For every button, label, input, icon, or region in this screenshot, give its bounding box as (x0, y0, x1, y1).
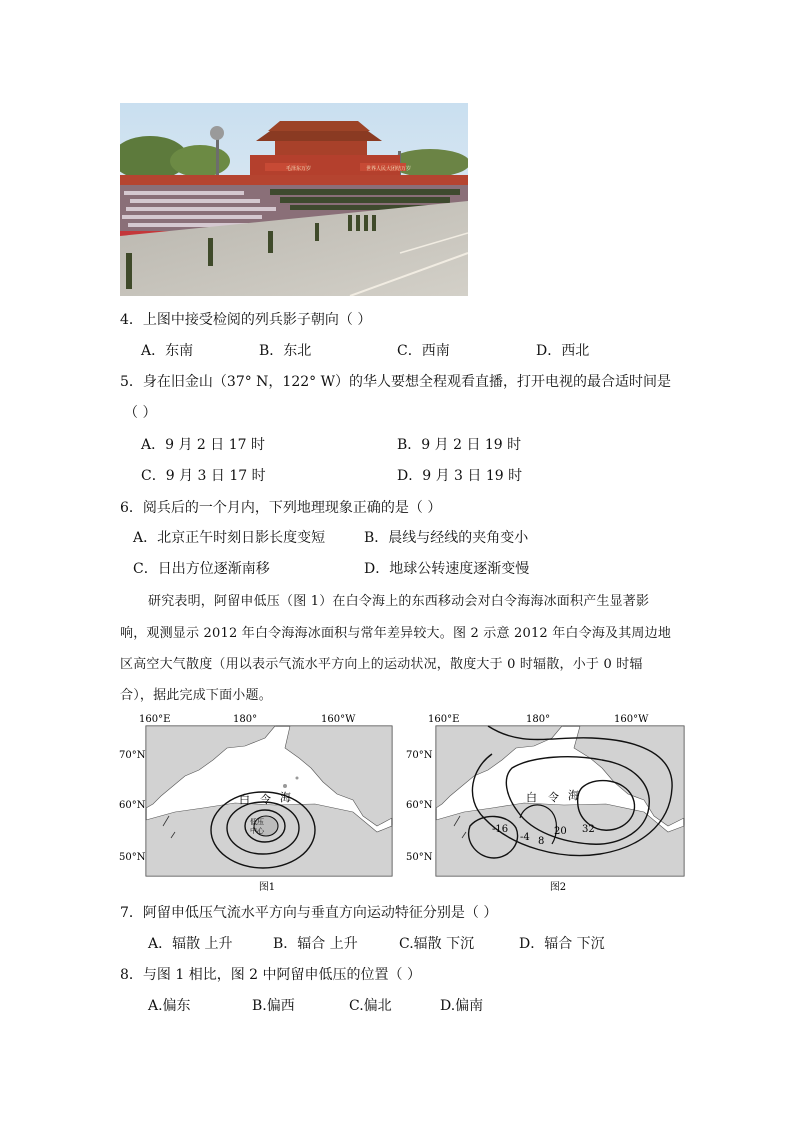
q6-option-b: B．晨线与经线的夹角变小 (364, 530, 529, 546)
map2-lon-180: 180° (526, 714, 551, 725)
q4-option-b: B．东北 (259, 343, 312, 359)
q5-option-b: B．9 月 2 日 19 时 (397, 437, 522, 453)
map1-lon-180: 180° (233, 714, 258, 725)
map1-lat-60n: 60°N (119, 800, 146, 811)
q6-stem: 6．阅兵后的一个月内，下列地理现象正确的是（ ） (120, 500, 442, 516)
q4-stem: 4．上图中接受检阅的列兵影子朝向（ ） (120, 312, 372, 328)
map2-lat-50n: 50°N (406, 852, 433, 863)
passage-line-1: 研究表明，阿留申低压（图 1）在白令海上的东西移动会对白令海海冰面积产生显著影 (148, 594, 650, 609)
q5-option-d: D．9 月 3 日 19 时 (397, 468, 523, 484)
map2-label-8: 8 (538, 836, 545, 847)
map2-lat-70n: 70°N (406, 750, 433, 761)
map2-lon-160e: 160°E (428, 714, 460, 725)
map2-label-32: 32 (582, 824, 595, 835)
q7-option-a: A．辐散 上升 (148, 936, 233, 952)
q6-option-c: C．日出方位逐渐南移 (133, 561, 270, 577)
map2-label-neg16: -16 (492, 824, 509, 835)
map2-label-20: 20 (554, 826, 567, 837)
figure-1-map (115, 708, 397, 894)
q7-option-d: D．辐合 下沉 (519, 936, 605, 952)
map2-lon-160w: 160°W (614, 714, 649, 725)
q7-stem: 7．阿留申低压气流水平方向与垂直方向运动特征分别是（ ） (120, 905, 498, 921)
q5-stem-cont: （ ） (124, 405, 157, 421)
map2-sea-char-2: 令 (548, 791, 559, 804)
q5-option-c: C．9 月 3 日 17 时 (141, 468, 266, 484)
map1-lat-50n: 50°N (119, 852, 146, 863)
q7-option-c: C.辐散 下沉 (399, 936, 475, 952)
q8-option-c: C.偏北 (349, 998, 392, 1014)
map1-caption: 图1 (258, 882, 276, 893)
passage-line-4: 合），据此完成下面小题。 (120, 688, 272, 703)
q8-option-b: B.偏西 (252, 998, 295, 1014)
passage-line-3: 区高空大气散度（用以表示气流水平方向上的运动状况，散度大于 0 时辐散，小于 0 时辐 (120, 657, 643, 672)
q5-stem: 5．身在旧金山（37° N，122° W）的华人要想全程观看直播，打开电视的最合适时间是 (120, 374, 671, 390)
map1-sea-char-1: 白 (239, 793, 250, 806)
q7-option-b: B．辐合 上升 (273, 936, 358, 952)
gate-sign-right: 世界人民大团结万岁 (366, 166, 412, 172)
map1-lon-160e: 160°E (139, 714, 171, 725)
map2-lat-60n: 60°N (406, 800, 433, 811)
q8-option-a: A.偏东 (148, 998, 191, 1014)
q4-option-a: A．东南 (141, 343, 194, 359)
q4-option-d: D．西北 (536, 343, 590, 359)
map2-sea-char-3: 海 (568, 789, 579, 802)
map2-sea-char-1: 白 (526, 791, 537, 804)
map2-caption: 图2 (549, 882, 567, 893)
gate-sign-left: 毛泽东万岁 (286, 166, 312, 172)
map1-center-label-2: 中心 (250, 827, 264, 835)
map1-sea-char-2: 令 (260, 793, 271, 806)
map2-label-neg4: -4 (520, 832, 530, 843)
parade-photo (120, 103, 468, 296)
map1-center-label-1: 低压 (250, 818, 264, 826)
map2-frame (436, 726, 684, 876)
map1-lat-70n: 70°N (119, 750, 146, 761)
map1-lon-160w: 160°W (321, 714, 356, 725)
q5-option-a: A．9 月 2 日 17 时 (141, 437, 265, 453)
q4-option-c: C．西南 (397, 343, 450, 359)
q6-option-d: D．地球公转速度逐渐变慢 (364, 561, 530, 577)
map1-sea-char-3: 海 (280, 791, 291, 804)
figure-2-map (402, 708, 688, 894)
passage-line-2: 响，观测显示 2012 年白令海海冰面积与常年差异较大。图 2 示意 2012 年白令海及其周边地 (120, 626, 672, 641)
q8-stem: 8．与图 1 相比，图 2 中阿留申低压的位置（ ） (120, 967, 421, 983)
q6-option-a: A．北京正午时刻日影长度变短 (133, 530, 326, 546)
q8-option-d: D.偏南 (440, 998, 484, 1014)
parade-photo-image (120, 103, 468, 296)
